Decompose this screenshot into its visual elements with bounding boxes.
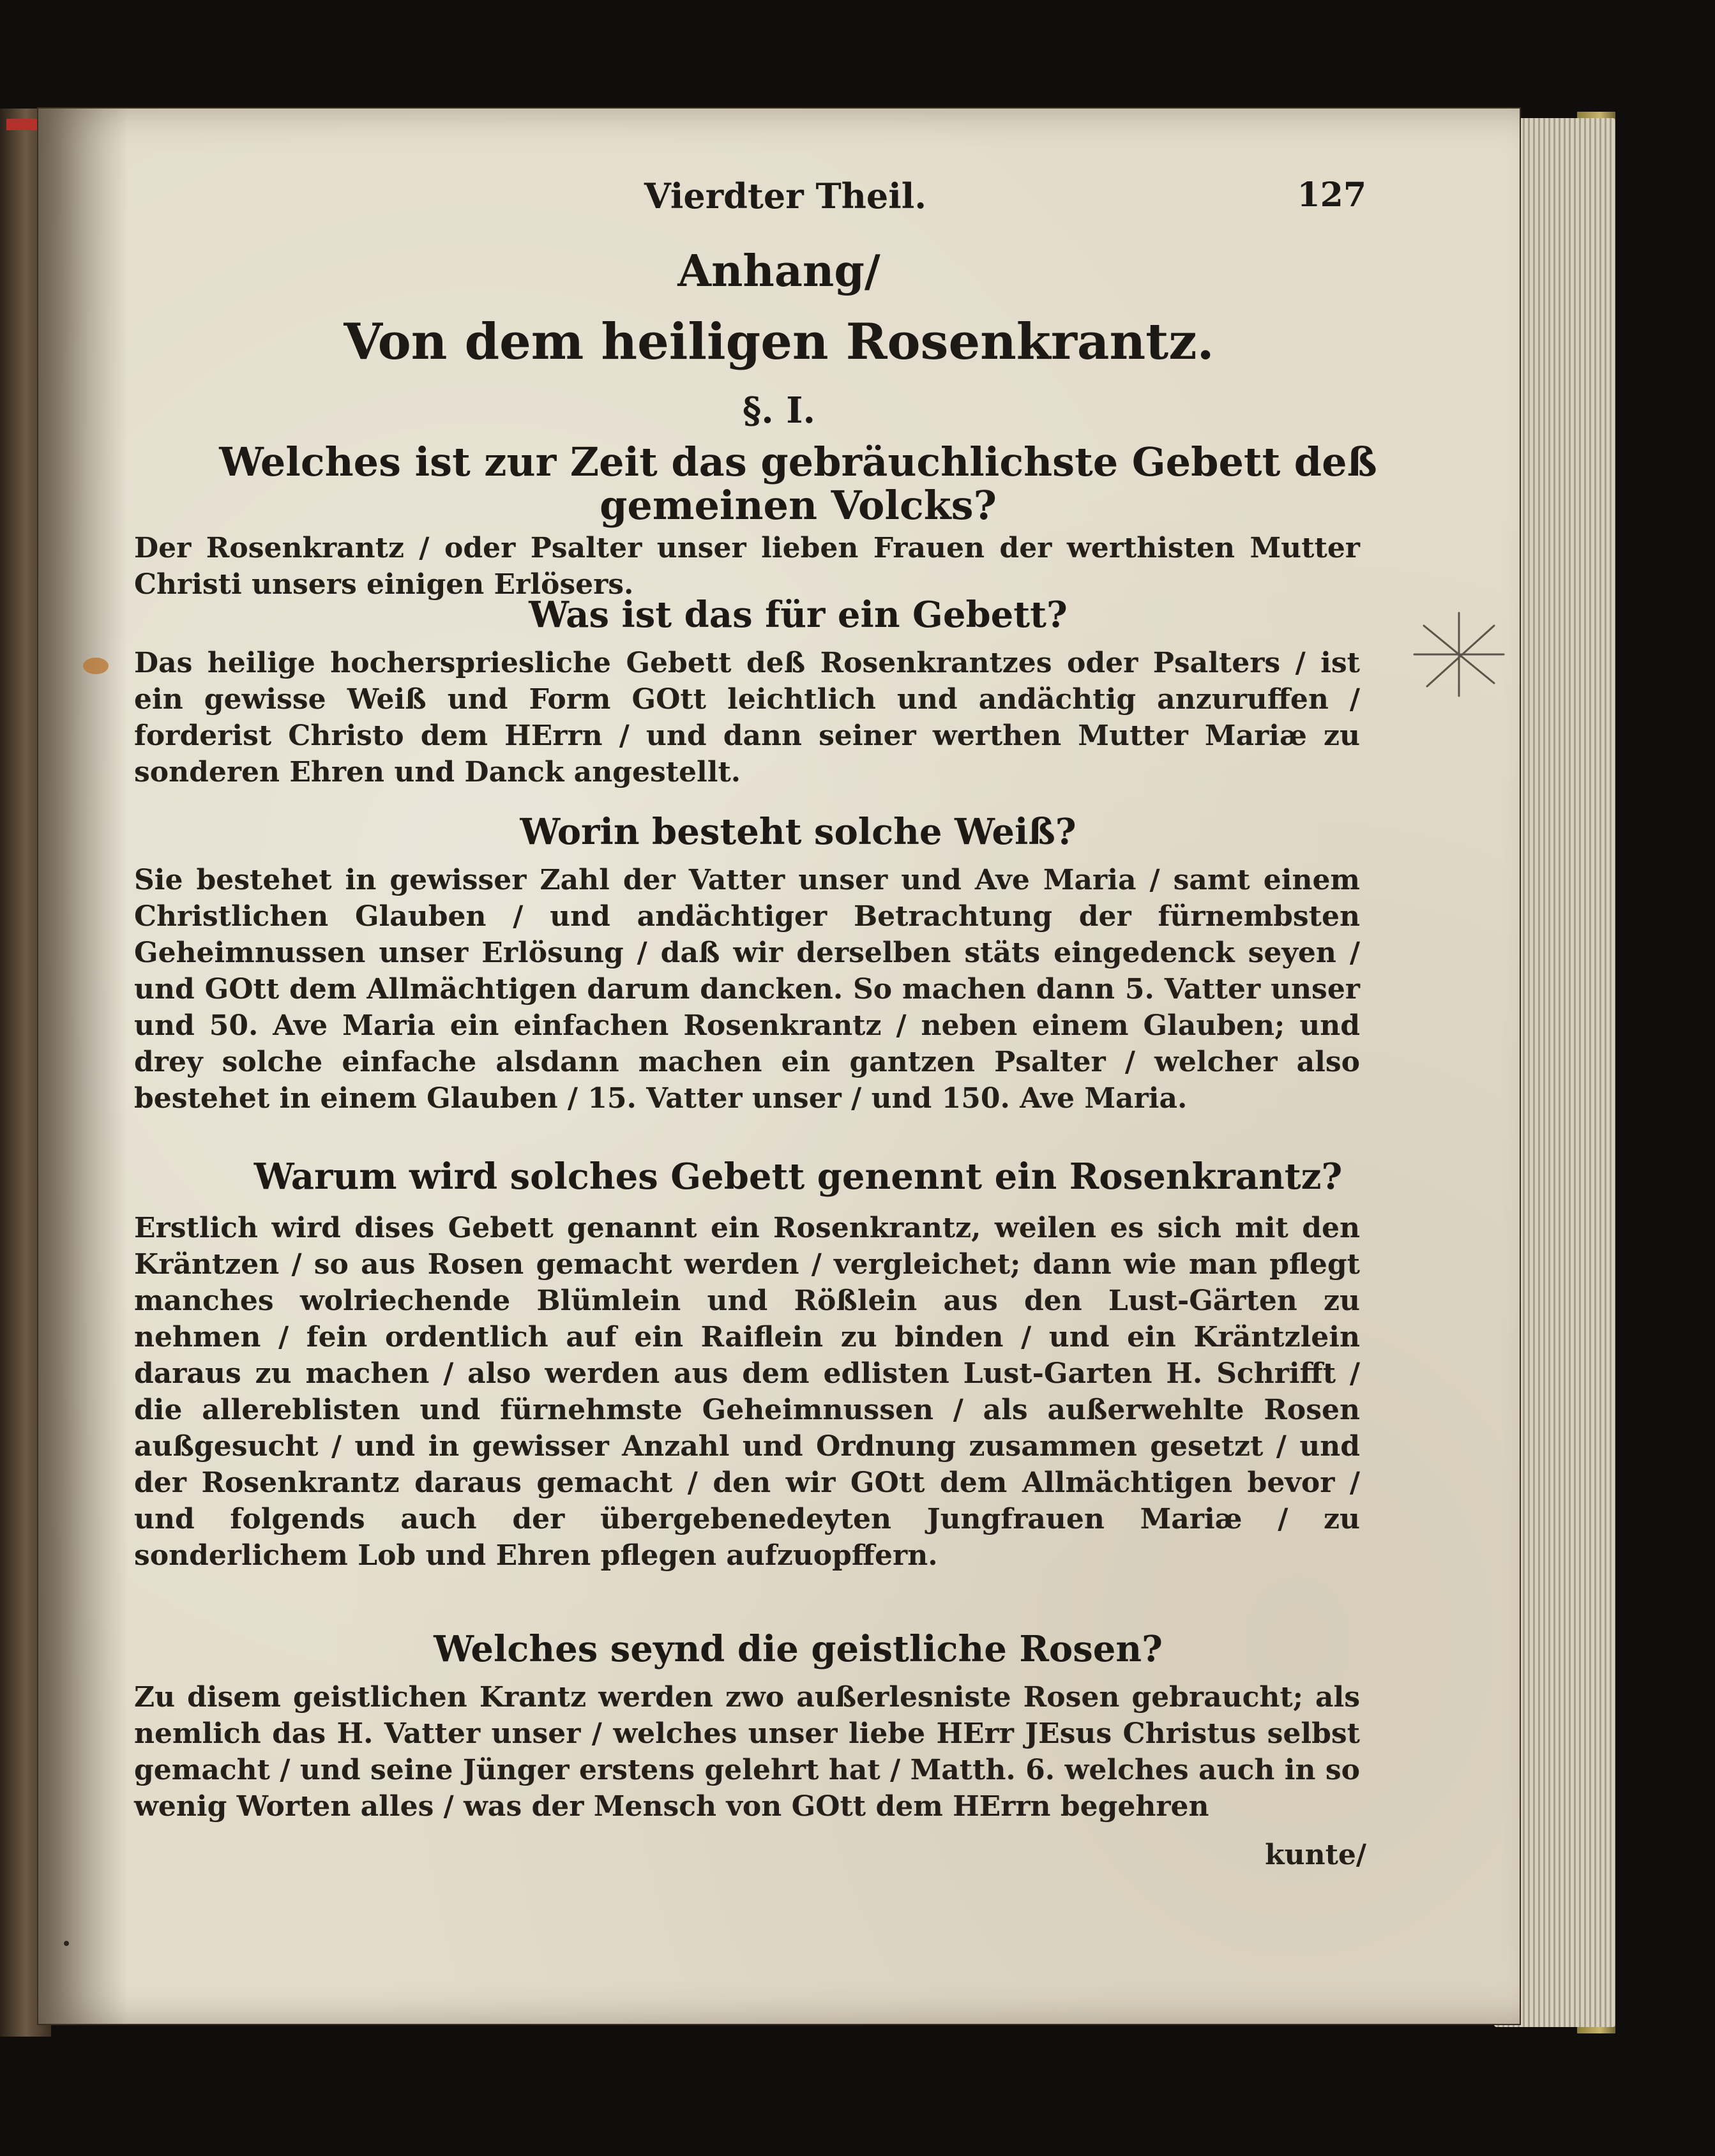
answer-paragraph: Sie bestehet in gewisser Zahl der Vatter unser und Ave Maria / samt einem Christlichen Glauben / und andächtiger Betrachtung der fürnembsten Geheimnussen unser Erlösung / daß wir derselben stäts eingedenck seyen / und GOtt dem Allmächtigen darum dancken. So machen dann 5. Vatter unser und 50. Ave Maria ein einfachen Rosenkrantz / neben einem Glauben; und drey solche einfache alsdann machen ein gantzen Psalter / welcher also bestehet in einem Glauben / 15. Vatter unser / und 150. Ave Maria. xyxy=(134,864,1360,1115)
paper-stain xyxy=(83,658,109,674)
question-heading: Welches ist zur Zeit das gebräuchlichste Gebett deß gemeinen Volcks? xyxy=(219,439,1377,529)
page-number: 127 xyxy=(1297,176,1366,215)
answer-paragraph: Das heilige hocherspriesliche Gebett deß Rosenkrantzes oder Psalters / ist ein gewisse Weiß und Form GOtt leichtlich und andächtig anzuruffen / forderist Christo dem HErrn / und dann seiner werthen Mutter Mariæ zu sonderen Ehren und Danck angestellt. xyxy=(134,647,1360,788)
pencil-star-mark xyxy=(1411,607,1507,702)
answer-paragraph: Der Rosenkrantz / oder Psalter unser lieben Frauen der werthisten Mutter Christi unsers einigen Erlösers. xyxy=(134,532,1360,601)
question-heading: Welches seynd die geistliche Rosen? xyxy=(434,1628,1163,1670)
question-heading: Worin besteht solche Weiß? xyxy=(520,811,1077,853)
running-head: Vierdter Theil. xyxy=(644,176,927,216)
title-line-1: Anhang/ xyxy=(677,246,880,297)
ribbon-marker xyxy=(6,119,38,130)
paper-spot xyxy=(64,1941,69,1946)
catchword: kunte/ xyxy=(1265,1839,1366,1871)
question-heading: Was ist das für ein Gebett? xyxy=(529,594,1068,636)
answer-paragraph: Zu disem geistlichen Krantz werden zwo außerlesniste Rosen gebraucht; als nemlich das H. Vatter unser / welches unser liebe HErr JEsus Christus selbst gemacht / und seine Jünger erstens gelehrt hat / Matth. 6. welches auch in so wenig Worten alles / was der Mensch von GOtt dem HErrn begehren xyxy=(134,1681,1360,1823)
answer-paragraph: Erstlich wird dises Gebett genannt ein Rosenkrantz, weilen es sich mit den Kräntzen / so aus Rosen gemacht werden / vergleichet; dann wie man pflegt manches wolriechende Blümlein und Rößlein aus den Lust-Gärten zu nehmen / fein ordentlich auf ein Raiflein zu binden / und ein Kräntzlein daraus zu machen / also werden aus dem edlisten Lust-Garten H. Schrifft / die allereblisten und fürnehmste Geheimnussen / als außerwehlte Rosen außgesucht / und in gewisser Anzahl und Ordnung zusammen gesetzt / und der Rosenkrantz daraus gemacht / den wir GOtt dem Allmächtigen bevor / und folgends auch der übergebenedeyten Jungfrauen Mariæ / zu sonderlichem Lob und Ehren pflegen aufzuopffern. xyxy=(134,1212,1360,1572)
title-line-2: Von dem heiligen Rosenkrantz. xyxy=(344,313,1214,371)
question-heading: Warum wird solches Gebett genennt ein Rosenkrantz? xyxy=(253,1156,1343,1198)
book-page xyxy=(38,109,1520,2024)
section-number: §. I. xyxy=(743,389,815,432)
